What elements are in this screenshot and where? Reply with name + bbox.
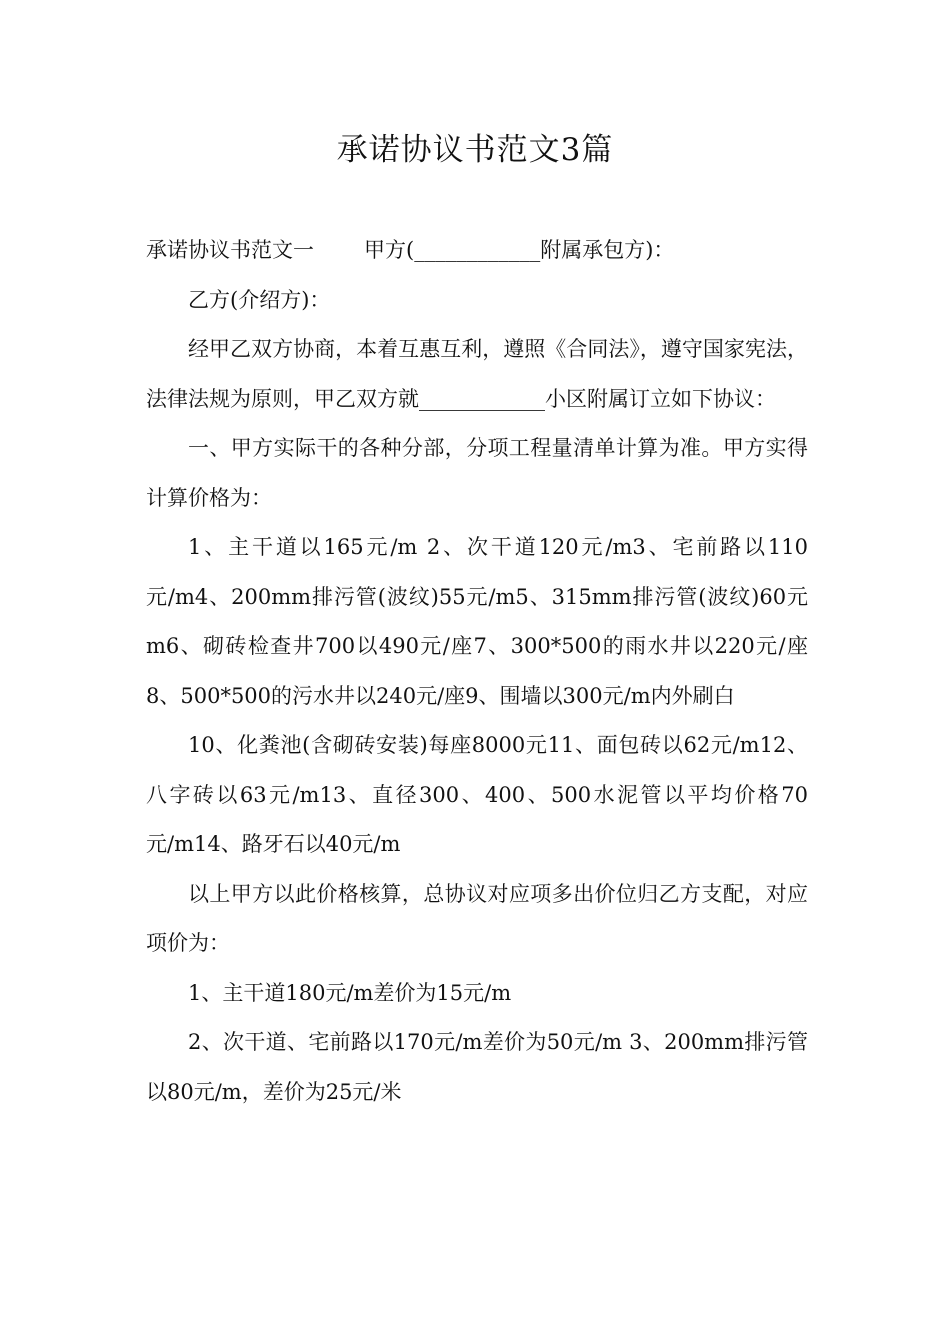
- document-title: 承诺协议书范文3篇: [336, 132, 614, 168]
- paragraph-intro: 经甲乙双方协商，本着互惠互利，遵照《合同法》，遵守国家宪法，法律法规为原则，甲乙双方就____________小区附属订立如下协议：: [146, 337, 808, 411]
- paragraph-price-list-2: 10、化粪池(含砌砖安装)每座8000元11、面包砖以62元/m12、八字砖以63元/m13、直径300、400、500水泥管以平均价格70元/m14、路牙石以40元/m: [146, 733, 808, 856]
- paragraph-price-list-1: 1、主干道以165元/m 2、次干道120元/m3、宅前路以110元/m4、200mm排污管(波纹)55元/m5、315mm排污管(波纹)60元m6、砌砖检查井700以490元/座7、300*500的雨水井以220元/座8、500*500的污水井以240元/座9、围墙以300元/m内外刷白: [146, 535, 808, 708]
- paragraph-item-2: 2、次干道、宅前路以170元/m差价为50元/m 3、200mm排污管以80元/m，差价为25元/米: [146, 1030, 808, 1104]
- paragraph-pricing-note: 以上甲方以此价格核算，总协议对应项多出价位归乙方支配，对应项价为：: [146, 881, 808, 955]
- party-a-line: 甲方(____________附属承包方)：: [364, 238, 675, 262]
- section-heading: 承诺协议书范文一: [146, 238, 314, 262]
- party-b-line: 乙方(介绍方)：: [188, 287, 331, 312]
- document-body: [146, 226, 808, 1117]
- paragraph-clause-one: 一、甲方实际干的各种分部，分项工程量清单计算为准。甲方实得计算价格为：: [146, 436, 808, 510]
- paragraph-item-1: 1、主干道180元/m差价为15元/m: [188, 980, 512, 1005]
- first-line: [146, 226, 808, 276]
